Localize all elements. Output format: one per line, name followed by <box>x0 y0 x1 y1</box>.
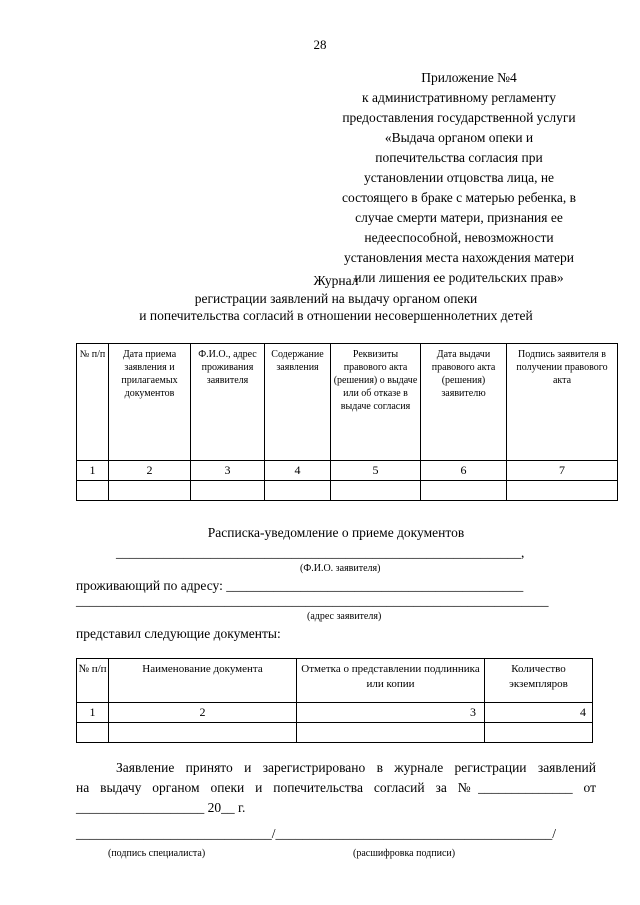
journal-header-signature: Подпись заявителя в получении правового акта <box>507 344 618 461</box>
column-number: 7 <box>507 461 618 481</box>
column-number: 6 <box>421 461 507 481</box>
appendix-line: Приложение №4 <box>421 70 517 85</box>
column-number: 1 <box>77 703 109 723</box>
empty-cell <box>421 481 507 501</box>
appendix-line: состоящего в браке с матерью ребенка, в <box>342 190 576 205</box>
journal-table <box>76 343 618 501</box>
appendix-line: или лишения ее родительских прав» <box>354 270 564 285</box>
table-row <box>77 723 593 743</box>
submitted-documents-label: представил следующие документы: <box>76 626 281 641</box>
receipt-title: Расписка-уведомление о приеме документов <box>207 525 465 540</box>
column-number: 4 <box>265 461 331 481</box>
documents-header-name: Наименование документа <box>109 659 297 703</box>
journal-title-line: Журнал <box>313 273 359 288</box>
column-number: 2 <box>109 703 297 723</box>
journal-header-content: Содержание заявления <box>265 344 331 461</box>
journal-header-date: Дата приема заявления и прилагаемых документов <box>109 344 191 461</box>
appendix-line: «Выдача органом опеки и <box>384 130 534 145</box>
address-blank: ______________________________________________________________________ <box>76 593 549 608</box>
empty-cell <box>265 481 331 501</box>
statement-line: ___________________ 20__ г. <box>76 800 246 815</box>
empty-cell <box>191 481 265 501</box>
column-number: 2 <box>109 461 191 481</box>
appendix-line: установления места нахождения матери <box>343 250 575 265</box>
column-number: 3 <box>297 703 485 723</box>
signature-line: _____________________________/_________________________________________/ <box>76 826 557 841</box>
appendix-line: случае смерти матери, признания ее <box>355 210 563 225</box>
empty-cell <box>109 723 297 743</box>
empty-cell <box>485 723 593 743</box>
column-number: 4 <box>485 703 593 723</box>
address-line: проживающий по адресу: ____________________________________________ <box>76 578 524 593</box>
journal-header-number: № п/п <box>77 344 109 461</box>
appendix-line: недееспособной, невозможности <box>364 230 554 245</box>
empty-cell <box>109 481 191 501</box>
journal-header-name: Ф.И.О., адрес проживания заявителя <box>191 344 265 461</box>
column-number: 3 <box>191 461 265 481</box>
column-number: 1 <box>77 461 109 481</box>
appendix-line: предоставления государственной услуги <box>342 110 576 125</box>
documents-header-original: Отметка о представлении подлинника или копии <box>297 659 485 703</box>
statement-line: на выдачу органом опеки и попечительства согласий за №______________ от <box>76 780 596 795</box>
journal-title <box>0 272 640 325</box>
appendix-line: к административному регламенту <box>362 90 556 105</box>
specialist-signature-caption: (подпись специалиста) <box>108 848 206 859</box>
empty-cell <box>507 481 618 501</box>
journal-header-issue-date: Дата выдачи правового акта (решения) заявителю <box>421 344 507 461</box>
journal-title-line: регистрации заявлений на выдачу органом опеки <box>194 290 478 306</box>
empty-cell <box>77 481 109 501</box>
applicant-blank: ____________________________________________________________, <box>116 545 525 560</box>
statement-line: Заявление принято и зарегистрировано в журнале регистрации заявлений <box>116 760 596 775</box>
statement-paragraph <box>76 758 596 818</box>
address-caption: (адрес заявителя) <box>307 611 382 622</box>
empty-cell <box>297 723 485 743</box>
journal-title-line: и попечительства согласий в отношении несовершеннолетних детей <box>139 308 533 323</box>
appendix-line: попечительства согласия при <box>375 150 543 165</box>
documents-header-number: № п/п <box>77 659 109 703</box>
journal-header-act: Реквизиты правового акта (решения) о выдаче или об отказе в выдаче согласия <box>331 344 421 461</box>
empty-cell <box>331 481 421 501</box>
table-row <box>77 481 618 501</box>
page-number: 28 <box>313 37 327 52</box>
signature-decoding-caption: (расшифровка подписи) <box>353 848 456 859</box>
appendix-line: установлении отцовства лица, не <box>363 170 555 185</box>
documents-table <box>76 658 593 743</box>
applicant-caption: (Ф.И.О. заявителя) <box>300 563 381 574</box>
column-number: 5 <box>331 461 421 481</box>
empty-cell <box>77 723 109 743</box>
appendix-heading <box>318 68 600 288</box>
documents-header-count: Количество экземпляров <box>485 659 593 703</box>
